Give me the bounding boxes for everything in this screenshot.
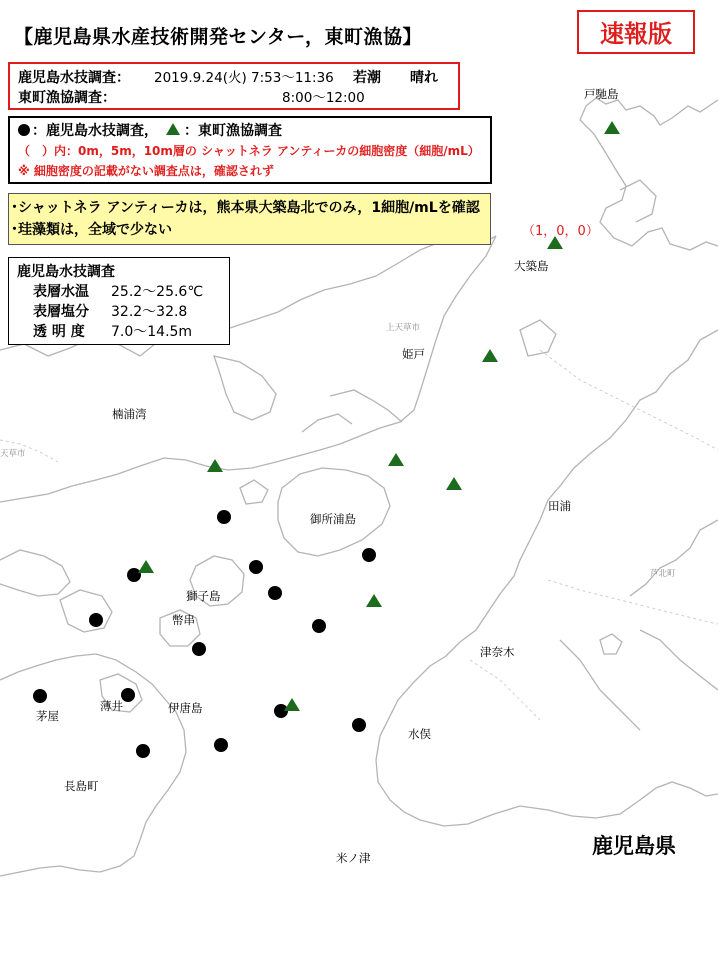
- municipal-boundaries: [0, 350, 718, 720]
- higashimachi-station-marker: [446, 477, 462, 490]
- survey-row: [18, 68, 450, 88]
- stat-row: [17, 302, 221, 322]
- weather-label: 晴れ: [410, 70, 438, 86]
- flash-report-badge: 速報版: [577, 10, 695, 54]
- stat-value: 25.2～25.6℃: [111, 284, 204, 300]
- place-label: 姫戸: [402, 347, 425, 361]
- survey-info-box: [8, 62, 460, 110]
- place-label: 長島町: [64, 779, 99, 793]
- density-note: （ ）内：0m，5m，10m層の シャットネラ アンティーカの細胞密度（細胞/mL）: [18, 144, 480, 158]
- place-label: 芦北町: [650, 569, 676, 579]
- density-warning: ※ 細胞密度の記載がない調査点は，確認されず: [18, 164, 274, 178]
- stat-value: 7.0～14.5m: [111, 324, 193, 340]
- survey-datetime: 2019.9.24(火) 7:53～11:36: [154, 70, 334, 86]
- higashimachi-station-marker: [284, 698, 300, 711]
- kagoshima-station-marker: [217, 510, 231, 524]
- finding-note: ･シャットネラ アンティーカは，熊本県大築島北でのみ，1細胞/mLを確認: [11, 200, 480, 216]
- density-label: （1，0，0）: [522, 224, 599, 239]
- place-label: 大築島: [514, 259, 549, 273]
- higashimachi-station-marker: [482, 349, 498, 362]
- legend-line: [18, 121, 482, 141]
- prefecture-label: 鹿児島県: [592, 834, 676, 858]
- place-label: 伊唐島: [168, 701, 203, 715]
- kagoshima-station-marker: [192, 642, 206, 656]
- survey-label: 鹿児島水技調査：: [18, 70, 130, 86]
- kagoshima-station-marker: [362, 548, 376, 562]
- higashimachi-station-marker: [138, 560, 154, 573]
- place-label: 田浦: [548, 499, 571, 513]
- kagoshima-stations: [33, 510, 376, 758]
- higashimachi-station-marker: [207, 459, 223, 472]
- kagoshima-station-marker: [89, 613, 103, 627]
- place-label: 水俣: [408, 727, 431, 741]
- place-label: 茅屋: [36, 709, 59, 723]
- kagoshima-station-marker: [352, 718, 366, 732]
- stat-key: 表層塩分: [33, 304, 89, 320]
- water-stats-box: [8, 257, 230, 345]
- tide-label: 若潮: [353, 70, 381, 86]
- place-label: 獅子島: [186, 589, 221, 603]
- legend-box: [8, 116, 492, 184]
- kagoshima-station-marker: [121, 688, 135, 702]
- legend-triangle-text: ：東町漁協調査: [184, 123, 282, 139]
- survey-time: 8:00～12:00: [282, 90, 365, 106]
- place-label: 米ノ津: [336, 851, 371, 865]
- findings-notes-box: [8, 193, 491, 245]
- higashimachi-station-marker: [366, 594, 382, 607]
- kagoshima-station-marker: [249, 560, 263, 574]
- stat-value: 32.2～32.8: [111, 304, 188, 320]
- survey-row: [18, 88, 450, 108]
- stat-row: [17, 322, 221, 342]
- place-label: 津奈木: [480, 645, 515, 659]
- survey-label: 東町漁協調査：: [18, 90, 116, 106]
- kagoshima-station-marker: [268, 586, 282, 600]
- kagoshima-station-marker: [33, 689, 47, 703]
- finding-note: ･珪藻類は，全域で少ない: [11, 222, 172, 238]
- place-label: 戸馳島: [584, 87, 619, 101]
- stats-title: 鹿児島水技調査: [17, 264, 115, 280]
- stat-key: 表層水温: [33, 284, 89, 300]
- stat-row: [17, 282, 221, 302]
- green-triangle-icon: [166, 123, 180, 135]
- place-label: 幣串: [172, 613, 195, 627]
- place-label: 楠浦湾: [112, 407, 147, 421]
- stat-key: 透 明 度: [33, 324, 85, 340]
- place-label: 上天草市: [386, 323, 421, 333]
- page-title: 【鹿児島県水産技術開発センター，東町漁協】: [14, 26, 422, 48]
- higashimachi-station-marker: [604, 121, 620, 134]
- kagoshima-station-marker: [214, 738, 228, 752]
- kagoshima-station-marker: [312, 619, 326, 633]
- higashimachi-station-marker: [388, 453, 404, 466]
- legend-circle-text: ：鹿児島水技調査，: [32, 123, 158, 139]
- kagoshima-station-marker: [136, 744, 150, 758]
- place-label: 薄井: [100, 699, 123, 713]
- place-label: 天草市: [0, 449, 26, 459]
- place-label: 御所浦島: [310, 512, 356, 526]
- kagoshima-station-marker: [127, 568, 141, 582]
- black-circle-icon: [18, 124, 30, 136]
